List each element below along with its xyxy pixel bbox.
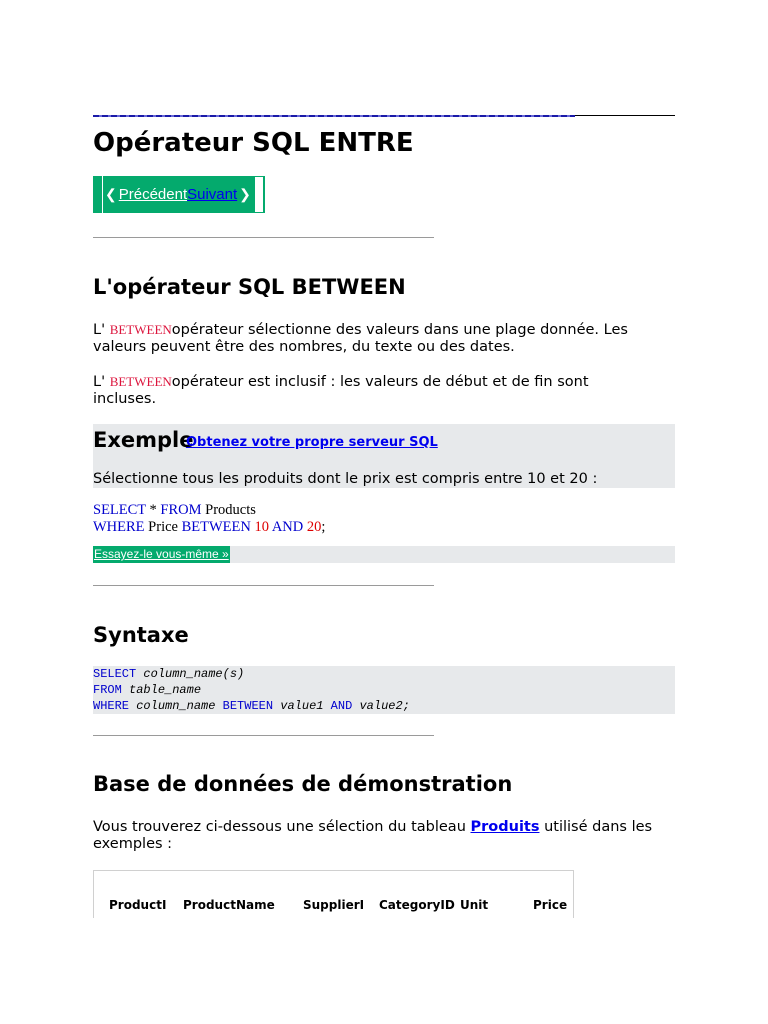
demo-paragraph — [93, 819, 675, 853]
code-text: value1 — [273, 699, 331, 713]
example-code — [93, 502, 325, 536]
prev-next-nav — [93, 176, 265, 213]
page-title: Opérateur SQL ENTRE — [93, 128, 414, 158]
code-keyword: FROM — [93, 683, 122, 697]
para2-prefix: L' — [93, 374, 110, 390]
demo-text: Vous trouverez ci-dessous une sélection du tableau — [93, 819, 471, 835]
code-text: column_name — [129, 699, 223, 713]
demo-text-line2: exemples : — [93, 836, 173, 852]
page-bottom-blank — [0, 918, 768, 1024]
divider — [93, 735, 434, 736]
code-text: Products — [201, 502, 256, 518]
table-header-cell: CategoryID — [379, 898, 455, 912]
get-sql-server-link[interactable]: Obtenez votre propre serveur SQL — [186, 435, 438, 450]
para2-text-line2: incluses. — [93, 391, 157, 407]
code-text: ; — [321, 519, 326, 535]
para1-prefix: L' — [93, 322, 110, 338]
chevron-right-icon[interactable]: ❯ — [239, 186, 251, 202]
para1-text-line2: valeurs peuvent être des nombres, du texte ou des dates. — [93, 339, 515, 355]
paragraph-between-1 — [93, 321, 675, 356]
table-header-cell: Unit — [460, 898, 489, 912]
para2-text: opérateur est inclusif : les valeurs de début et de fin sont — [171, 374, 589, 390]
section-heading-demo-db: Base de données de démonstration — [93, 772, 513, 796]
code-keyword: AND — [271, 519, 304, 535]
section-heading-between: L'opérateur SQL BETWEEN — [93, 275, 406, 299]
example-description: Sélectionne tous les produits dont le prix est compris entre 10 et 20 : — [93, 471, 598, 487]
next-link[interactable]: Suivant — [187, 186, 238, 203]
try-it-yourself-button[interactable]: Essayez-le vous-même » — [94, 547, 229, 561]
inline-keyword: BETWEEN — [109, 322, 172, 337]
code-text: * — [145, 502, 161, 518]
syntax-code — [93, 666, 410, 714]
chevron-left-icon[interactable]: ❮ — [105, 186, 117, 202]
code-keyword: BETWEEN — [181, 519, 251, 535]
code-text: Price — [144, 519, 182, 535]
table-header-cell: ProductName — [183, 898, 275, 912]
code-number: 20 — [303, 519, 322, 535]
demo-text: utilisé dans les — [539, 819, 653, 835]
syntax-line-1 — [93, 666, 410, 682]
code-text: value2; — [352, 699, 410, 713]
syntax-line-2 — [93, 682, 410, 698]
table-header-cell: Price — [533, 898, 568, 912]
code-keyword: BETWEEN — [222, 699, 274, 713]
table-header-cell: SupplierI — [303, 898, 365, 912]
code-number: 10 — [250, 519, 272, 535]
paragraph-between-2 — [93, 373, 675, 408]
nav-right-edge — [255, 177, 263, 212]
inline-keyword: BETWEEN — [109, 374, 172, 389]
section-heading-syntax: Syntaxe — [93, 623, 189, 647]
code-text: column_name(s) — [136, 667, 245, 681]
table-header-cell: ProductI — [109, 898, 167, 912]
code-line-2 — [93, 519, 325, 536]
code-keyword: WHERE — [93, 519, 145, 535]
prev-link[interactable]: Précédent — [118, 186, 188, 203]
top-breadcrumb-underline — [93, 115, 575, 117]
divider — [93, 237, 434, 238]
code-keyword: FROM — [160, 502, 202, 518]
code-keyword: WHERE — [93, 699, 130, 713]
products-table-link[interactable]: Produits — [470, 819, 540, 835]
code-keyword: SELECT — [93, 667, 137, 681]
example-heading: Exemple — [93, 428, 194, 452]
code-text: table_name — [121, 683, 202, 697]
code-line-1 — [93, 502, 325, 519]
code-keyword: SELECT — [93, 502, 146, 518]
syntax-line-3 — [93, 698, 410, 714]
divider — [93, 585, 434, 586]
code-keyword: AND — [330, 699, 353, 713]
para1-text: opérateur sélectionne des valeurs dans une plage donnée. Les — [171, 322, 628, 338]
